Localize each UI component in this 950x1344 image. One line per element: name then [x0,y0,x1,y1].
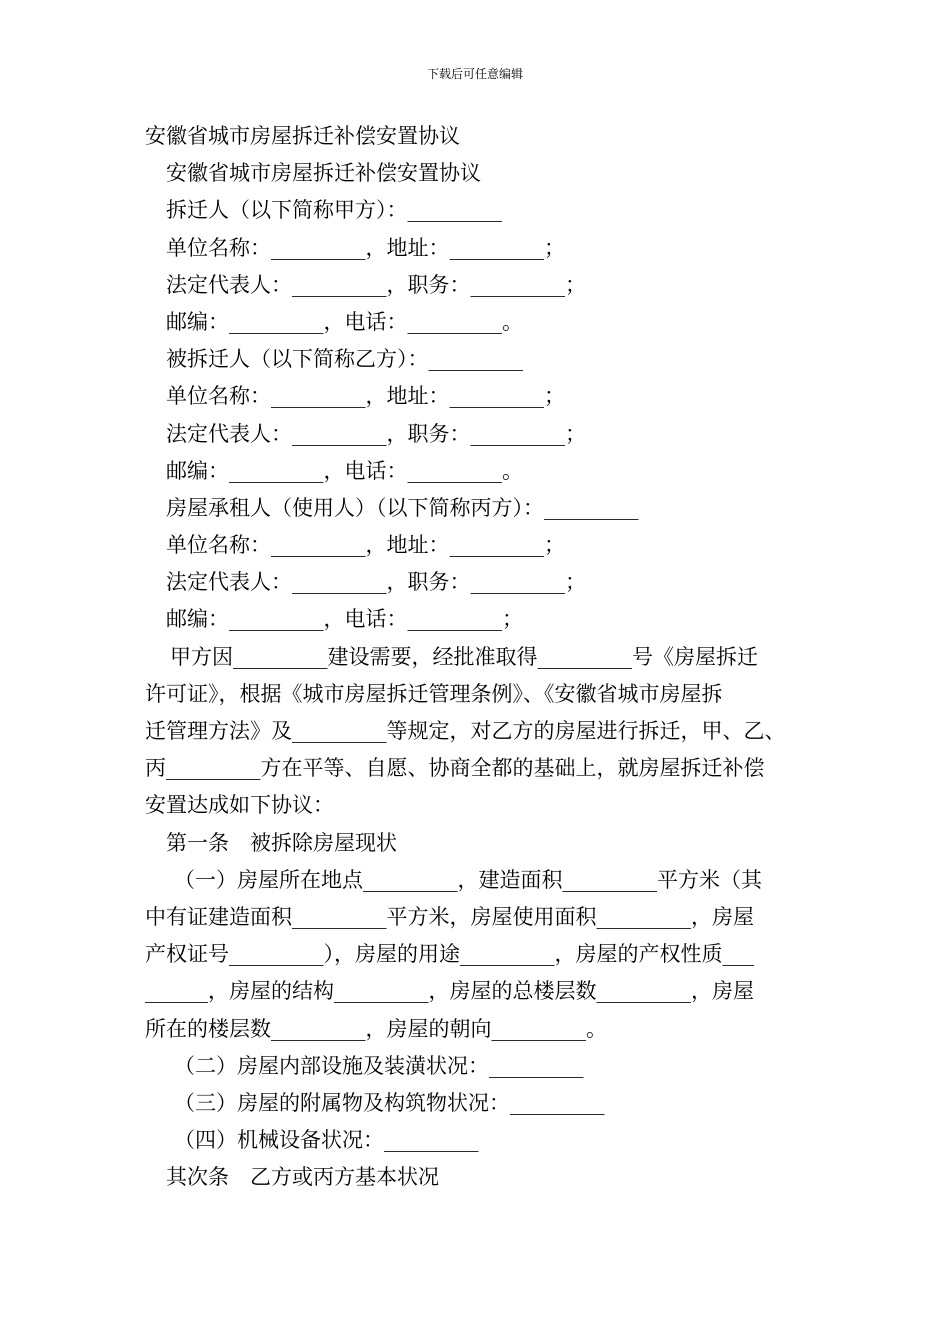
article-1-item-1-line: 所在的楼层数_________，房屋的朝向_________。 [145,1016,607,1041]
document-subtitle: 安徽省城市房屋拆迁补偿安置协议 [166,161,481,186]
article-1-item-4: （四）机械设备状况：_________ [174,1128,479,1153]
party-c-section [145,490,825,639]
article-1-item-3: （三）房屋的附属物及构筑物状况：_________ [174,1090,605,1115]
article-1-item-1 [145,862,825,1048]
preamble-line: 迁管理方法》及_________等规定，对乙方的房屋进行拆迁，甲、乙、 [145,719,786,743]
article-2-section [145,1159,825,1196]
party-c-unit-line: 单位名称：_________，地址：_________； [166,533,565,558]
party-b-unit-line: 单位名称：_________，地址：_________； [166,384,565,409]
article-1-item-1-line: ______，房屋的结构_________，房屋的总楼层数_________，房屋 [145,979,754,1004]
party-a-post-line: 邮编：_________，电话：_________。 [166,309,523,334]
party-a-rep-line: 法定代表人：_________，职务：_________； [166,272,586,297]
page-header-note: 下载后可任意编辑 [426,67,523,81]
preamble-line: 许可证》，根据《城市房屋拆迁管理条例》、《安徽省城市房屋拆 [145,681,723,706]
article-2-heading: 其次条 乙方或丙方基本状况 [166,1165,439,1190]
party-c-heading: 房屋承租人（使用人）（以下简称丙方）：_________ [166,495,639,520]
party-a-heading: 拆迁人（以下简称甲方）：_________ [166,198,502,223]
party-a-section [145,192,825,341]
preamble-line: 丙_________方在平等、自愿、协商全都的基础上，就房屋拆迁补偿 [145,756,765,781]
article-1-item-1-line: （一）房屋所在地点_________，建造面积_________平方米（其 [174,867,762,892]
article-1-item-2: （二）房屋内部设施及装潢状况：_________ [174,1053,584,1078]
party-c-post-line: 邮编：_________，电话：_________； [166,607,523,632]
article-1-heading: 第一条 被拆除房屋现状 [166,830,397,855]
preamble-paragraph [145,639,825,825]
party-b-section [145,341,825,490]
preamble-line: 甲方因_________建设需要，经批准取得_________号《房屋拆迁 [170,644,758,669]
article-1-section [145,825,825,1160]
article-1-item-1-line: 中有证建造面积_________平方米，房屋使用面积_________，房屋 [145,904,754,929]
preamble-line: 安置达成如下协议： [145,793,334,818]
document-title: 安徽省城市房屋拆迁补偿安置协议 [145,124,460,148]
article-1-item-1-line: 产权证号_________），房屋的用途_________，房屋的产权性质___ [145,942,754,967]
agreement-document [145,118,825,1196]
party-a-unit-line: 单位名称：_________，地址：_________； [166,235,565,260]
party-c-rep-line: 法定代表人：_________，职务：_________； [166,570,586,595]
party-b-rep-line: 法定代表人：_________，职务：_________； [166,421,586,446]
party-b-heading: 被拆迁人（以下简称乙方）：_________ [166,347,523,372]
party-b-post-line: 邮编：_________，电话：_________。 [166,458,523,483]
